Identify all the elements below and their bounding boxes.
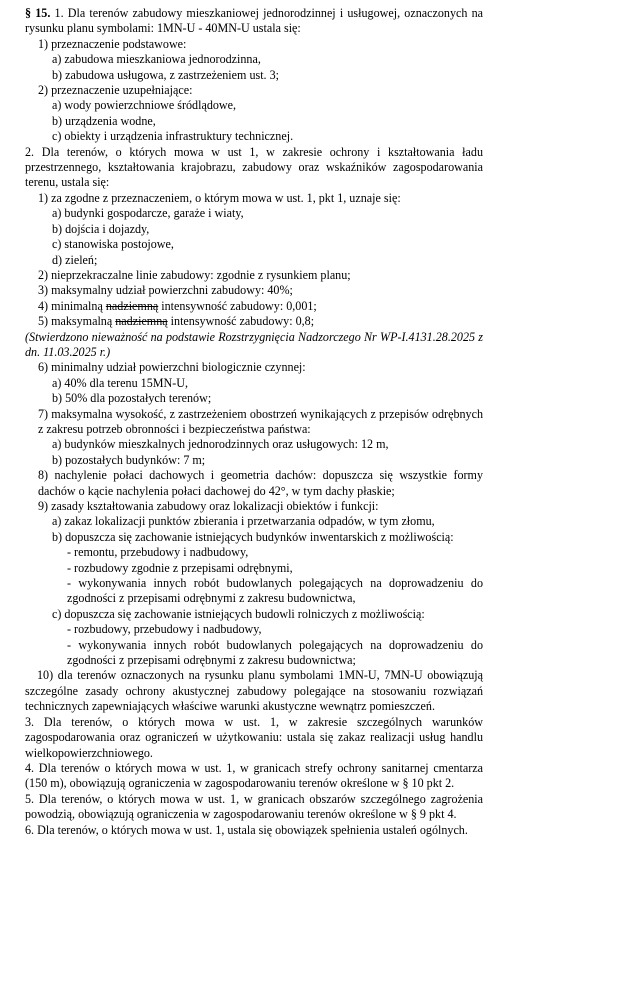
dash-item-rozbudowy-przepisy: - rozbudowy zgodnie z przepisami odrębnymi, <box>67 560 293 575</box>
item-10-zasady-ochrony-akustycznej: 10) dla terenów oznaczonych na rysunku planu symbolami 1MN-U, 7MN-U obowiązują szczególne zasady ochrony akustycznej zabudowy polegające na stosowaniu rozwiązań technicznych zapewniających właściwe warunki akustyczne wewnątrz pomieszczeń. <box>25 668 483 714</box>
item-9b-budynki-inwentarskie: b) dopuszcza się zachowanie istniejących budynków inwentarskich z możliwością: <box>52 529 454 544</box>
item-2c-infrastruktura-techniczna: c) obiekty i urządzenia infrastruktury technicznej. <box>52 129 294 144</box>
struck-item-suffix: intensywność zabudowy: 0,001; <box>158 298 317 313</box>
item-2b-urzadzenia-wodne: b) urządzenia wodne, <box>52 113 156 128</box>
dash-item-rozbudowy-przebudowy: - rozbudowy, przebudowy i nadbudowy, <box>67 622 262 637</box>
dash-item-remontu-przebudowy: - remontu, przebudowy i nadbudowy, <box>67 545 249 560</box>
struck-text: nadziemną <box>115 314 168 329</box>
item-1a-zabudowa-mieszkaniowa: a) zabudowa mieszkaniowa jednorodzinna, <box>52 52 261 67</box>
item-1-za-zgodne-z-przeznaczeniem: 1) za zgodne z przeznaczeniem, o którym mowa w ust. 1, pkt 1, uznaje się: <box>38 190 401 205</box>
struck-items-block <box>25 299 483 330</box>
item-2-nieprzekraczalne-linie-zabudowy: 2) nieprzekraczalne linie zabudowy: zgodnie z rysunkiem planu; <box>38 267 351 282</box>
item-4-minimalna-intensywnosc-zabudowy <box>38 299 483 314</box>
paragraph-block-after-annotation <box>25 360 483 838</box>
struck-item-prefix: 5) maksymalną <box>38 314 116 329</box>
paragraph-15-4: 4. Dla terenów o których mowa w ust. 1, w granicach strefy ochrony sanitarnej cmentarza (150 m), obowiązują ograniczenia w zagospodarowaniu terenów określone w § 10 pkt 2. <box>25 760 483 791</box>
item-7a-budynki-mieszkalne-12m: a) budynków mieszkalnych jednorodzinnych oraz usługowych: 12 m, <box>52 437 389 452</box>
paragraph-15-1 <box>25 6 483 37</box>
paragraph-15-5: 5. Dla terenów, o których mowa w ust. 1, w granicach obszarów szczególnego zagrożenia powodzią, obowiązują ograniczenia w zagospodarowaniu terenów określone w § 9 pkt 4. <box>25 791 483 822</box>
item-6-minimalny-udzial-biologicznie-czynnej: 6) minimalny udział powierzchni biologicznie czynnej: <box>38 360 306 375</box>
item-1d-zielen: d) zieleń; <box>52 252 98 267</box>
nullity-annotation: (Stwierdzono nieważność na podstawie Rozstrzygnięcia Nadzorczego Nr WP-I.4131.28.2025 z dn. 11.03.2025 r.) <box>25 329 483 359</box>
paragraph-15-1-text: 1. Dla terenów zabudowy mieszkaniowej jednorodzinnej i usługowej, oznaczonych na rysunku planu symbolami: 1MN-U - 40MN-U ustala się: <box>25 6 484 36</box>
paragraph-15-3: 3. Dla terenów, o których mowa w ust. 1, w zakresie szczególnych warunków zagospodarowania oraz ograniczeń w użytkowaniu: ustala się zakaz realizacji usług handlu wielkopowierzchniowego. <box>25 714 483 760</box>
item-7-maksymalna-wysokosc: 7) maksymalna wysokość, z zastrzeżeniem obostrzeń wynikających z przepisów odrębnych z zakresu potrzeb obronności i bezpieczeństwa państwa: <box>38 406 483 436</box>
item-2-przeznaczenie-uzupelniajace: 2) przeznaczenie uzupełniające: <box>38 83 193 98</box>
item-9-zasady-ksztaltowania-zabudowy: 9) zasady kształtowania zabudowy oraz lokalizacji obiektów i funkcji: <box>38 499 379 513</box>
paragraph-15-6: 6. Dla terenów, o których mowa w ust. 1, ustala się obowiązek spełnienia ustaleń ogólnych. <box>25 822 468 837</box>
item-2a-wody-powierzchniowe: a) wody powierzchniowe śródlądowe, <box>52 98 237 113</box>
item-1c-stanowiska-postojowe: c) stanowiska postojowe, <box>52 237 174 252</box>
dash-item-roboty-budowlane-1: - wykonywania innych robót budowlanych polegających na doprowadzeniu do zgodności z przepisami odrębnymi z zakresu budownictwa, <box>67 576 483 606</box>
section-mark: § 15. <box>25 6 51 20</box>
item-8-nachylenie-polaci-dachowych: 8) nachylenie połaci dachowych i geometria dachów: dopuszcza się wszystkie formy dachów o kącie nachylenia połaci dachowej do 42°, w tym dachy płaskie; <box>38 468 483 498</box>
item-6a-40-procent-15mnu: a) 40% dla terenu 15MN-U, <box>52 375 189 390</box>
struck-text: nadziemną <box>105 298 159 313</box>
item-1-przeznaczenie-podstawowe: 1) przeznaczenie podstawowe: <box>38 36 187 51</box>
paragraph-block-before-annotation <box>25 37 483 299</box>
struck-item-suffix: intensywność zabudowy: 0,8; <box>167 314 315 329</box>
item-1a-budynki-gospodarcze: a) budynki gospodarcze, garaże i wiaty, <box>52 206 244 221</box>
item-3-maksymalny-udzial-powierzchni: 3) maksymalny udział powierzchni zabudowy: 40%; <box>38 283 293 298</box>
dash-item-roboty-budowlane-2: - wykonywania innych robót budowlanych polegających na doprowadzeniu do zgodności z przepisami odrębnymi z zakresu budownictwa; <box>67 637 483 668</box>
item-5-maksymalna-intensywnosc-zabudowy <box>38 314 483 329</box>
struck-item-prefix: 4) minimalną <box>38 298 106 313</box>
item-9c-budowle-rolnicze: c) dopuszcza się zachowanie istniejących budowli rolniczych z możliwością: <box>52 606 425 621</box>
item-9a-zakaz-lokalizacji-odpadow: a) zakaz lokalizacji punktów zbierania i przetwarzania odpadów, w tym złomu, <box>52 514 435 529</box>
item-7b-pozostale-budynki-7m: b) pozostałych budynków: 7 m; <box>52 452 206 467</box>
document-body <box>25 6 483 838</box>
item-1b-zabudowa-uslugowa: b) zabudowa usługowa, z zastrzeżeniem ust. 3; <box>52 67 280 82</box>
paragraph-15-2: 2. Dla terenów, o których mowa w ust 1, w zakresie ochrony i kształtowania ładu przestrzennego, kształtowania krajobrazu, zabudowy oraz wskaźników zagospodarowania terenu, ustala się: <box>25 144 483 190</box>
item-1b-dojscia-i-dojazdy: b) dojścia i dojazdy, <box>52 221 150 236</box>
item-6b-50-procent-pozostale: b) 50% dla pozostałych terenów; <box>52 391 212 406</box>
